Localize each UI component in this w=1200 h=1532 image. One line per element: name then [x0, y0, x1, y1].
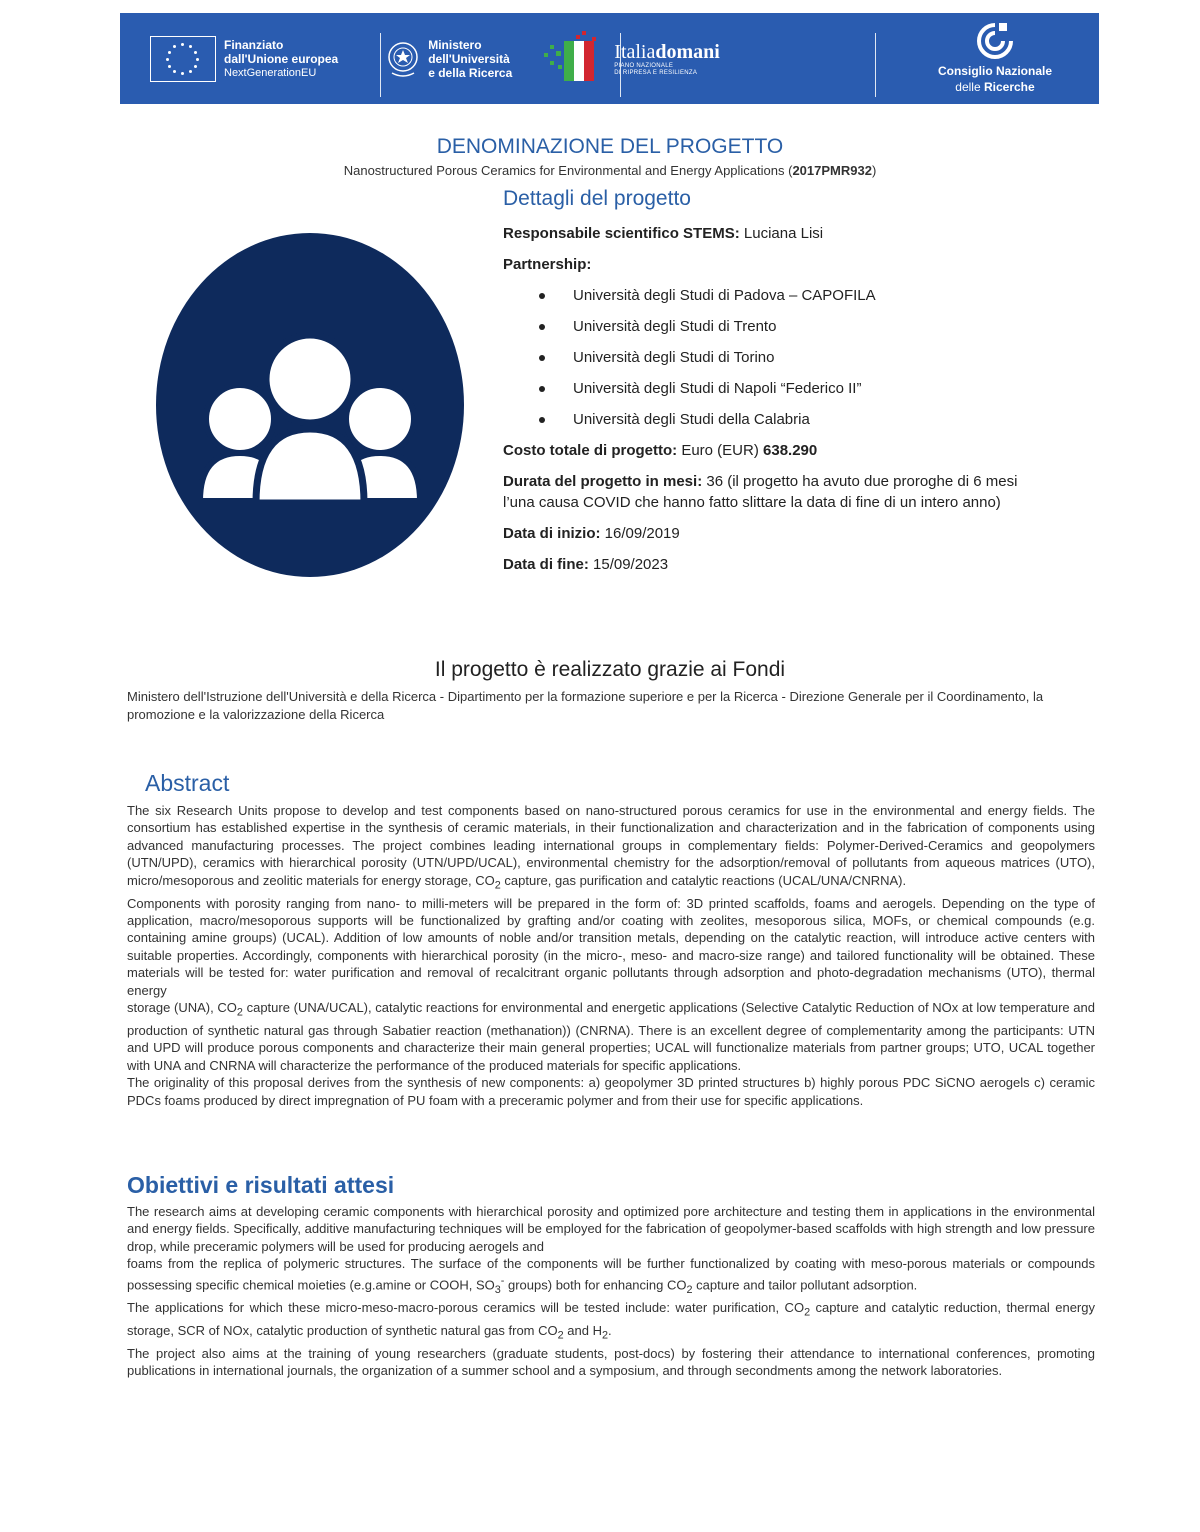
details-heading: Dettagli del progetto: [503, 187, 691, 210]
obiettivi-paragraph: foams from the replica of polymeric structures. The surface of the components will be further functionalized by coating with meso-porous materials or compounds possessing specific chemical moieties (e.g.amine or COOH, $SO_3^-$ groups) both for enhancing $CO_2$ capture and tailor pollutant adsorption.: [127, 1256, 1095, 1296]
project-subtitle: Nanostructured Porous Ceramics for Environmental and Energy Applications (2017PMR932): [343, 163, 877, 178]
abstract-paragraph: The six Research Units propose to develop and test components based on nano-structured porous ceramics for use in the environmental and energy fields. The consortium has established expertise in the synthesis of ceramic materials, in their functionalization and characterization and in the fabrication of components using advanced manufacturing processes. The project combines leading international groups in complementary fields: Polymer-Derived-Ceramics and geopolymers (UTN/UPD), ceramics with hierarchical porosity (UTN/UPD/UCAL), environmental chemistry for the adsorption/removal of pollutants from aqueous matrices (UTO), micro/mesoporous and zeolitic materials for energy storage, $CO_2$ capture, gas purification and catalytic reactions (UCAL/UNA/CNRNA).: [127, 803, 1095, 892]
list-item: Università degli Studi di Trento: [573, 316, 1063, 337]
fondi-heading: Il progetto è realizzato grazie ai Fondi: [434, 658, 786, 681]
obiettivi-heading: Obiettivi e risultati attesi: [127, 1172, 395, 1198]
obiettivi-paragraph: The project also aims at the training of young researchers (graduate students, post-docs) by fostering their attendance to international conferences, promoting publications in international journals, the organization of a summer school and a symposium, and through secondments among the network laboratories.: [127, 1345, 1095, 1379]
abstract-paragraph: The originality of this proposal derives from the synthesis of new components: a) geopolymer 3D printed structures b) highly porous PDC SiCNO aerogels c) ceramic PDCs foams produced by direct impregnation of PU foam with a preceramic polymer and from their use for specific applications.: [127, 1075, 1095, 1108]
header-banner: [120, 13, 1099, 104]
eu-flag-icon: [150, 36, 216, 82]
italiadomani-text: Italiadomani PIANO NAZIONALE DI RIPRESA E RESILIENZA: [614, 40, 720, 76]
fondi-text: Ministero dell'Istruzione dell'Università e della Ricerca - Dipartimento per la formazione superiore e per la Ricerca - Direzione Generale per il Coordinamento, la promozione e la valorizzazione della Ricerca: [127, 689, 1044, 722]
obiettivi-paragraph: The research aims at developing ceramic components with hierarchical porosity and optimized pore architecture and testing them in applications in the environmental and energy fields. Specifically, additive manufacturing techniques will be employed for the fabrication of geopolymer-based scaffolds with high strength and low pressure drop, while preceramic polymers will be used for producing aerogels and: [127, 1204, 1095, 1254]
responsabile-row: Responsabile scientifico STEMS: Luciana Lisi: [503, 225, 824, 242]
ministero-logo-block: [338, 13, 512, 104]
list-item: Università degli Studi della Calabria: [573, 409, 1063, 430]
partnership-label: Partnership:: [503, 256, 592, 273]
list-item: Università degli Studi di Padova – CAPOFILA: [573, 285, 1063, 306]
list-item: Università degli Studi di Torino: [573, 347, 1063, 368]
italian-emblem-icon: [386, 39, 420, 79]
abstract-heading: Abstract: [145, 770, 230, 796]
ministero-text: Ministero dell'Università e della Ricerca: [428, 37, 513, 80]
cnr-logo-icon: [975, 21, 1015, 59]
italiadomani-logo-block: [542, 13, 720, 104]
cost-row: Costo totale di progetto: Euro (EUR) 638.290: [503, 442, 818, 459]
list-item: Università degli Studi di Napoli “Federico II”: [573, 378, 1063, 399]
abstract-paragraph: storage (UNA), $CO_2$ capture (UNA/UCAL), catalytic reactions for environmental and energetic applications (Selective Catalytic Reduction of NOx at low temperature and production of synthetic natural gas through Sabatier reaction (methanation)) (CNRNA). There is an excellent degree of complementarity among the participants: UTN and UPD will produce porous components and characterize their main general properties; UCAL will functionalize materials from partner groups; UTO, UCAL together with UNA and CNRNA will characterize the performance of the produced materials for specific applications.: [127, 1000, 1095, 1073]
obiettivi-paragraph: The applications for which these micro-meso-macro-porous ceramics will be tested include: water purification, $CO_2$ capture and catalytic reduction, thermal energy storage, SCR of NOx, catalytic production of synthetic natural gas from $CO_2$ and $H_2$.: [127, 1299, 1095, 1342]
obiettivi-body: [127, 1203, 1095, 1380]
duration-row: Durata del progetto in mesi: 36 (il progetto ha avuto due proroghe di 6 mesi l’una causa COVID che hanno fatto slittare la data di fine di un intero anno): [503, 473, 1018, 511]
eu-logo-block: [120, 13, 338, 104]
people-group-icon: [156, 233, 464, 578]
start-date-row: Data di inizio: 16/09/2019: [503, 525, 680, 542]
eu-text: Finanziato dall'Unione europea NextGenerationEU: [224, 37, 339, 79]
project-details: [503, 185, 1063, 585]
banner-divider: [875, 33, 876, 97]
cnr-logo-block: Consiglio Nazionale delle Ricerche: [920, 21, 1070, 95]
abstract-body: [127, 802, 1095, 1109]
italiadomani-flag-icon: [542, 31, 608, 87]
end-date-row: Data di fine: 15/09/2023: [503, 556, 669, 573]
partner-list: [503, 285, 1063, 430]
abstract-paragraph: Components with porosity ranging from nano- to milli-meters will be prepared in the form of: 3D printed scaffolds, foams and aerogels. Depending on the type of application, macro/mesoporous supports will be functionalized by grafting and/or coating with zeolites, mesoporous silica, MOFs, or chemical compounds (e.g. containing amine groups) (UCAL). Addition of low amounts of noble and/or transition metals, depending on the catalytic reaction, will introduce active centers with suitable properties. Accordingly, components with hierarchical porosity (in the micro-, meso- and macro-size range) and tailored functionality will be obtained. These materials will be tested for: water purification and removal of recalcitrant organic pollutants through adsorption and photo-degradation mechanisms (UTO), thermal energy: [127, 895, 1095, 998]
project-title-heading: DENOMINAZIONE DEL PROGETTO: [436, 135, 784, 158]
